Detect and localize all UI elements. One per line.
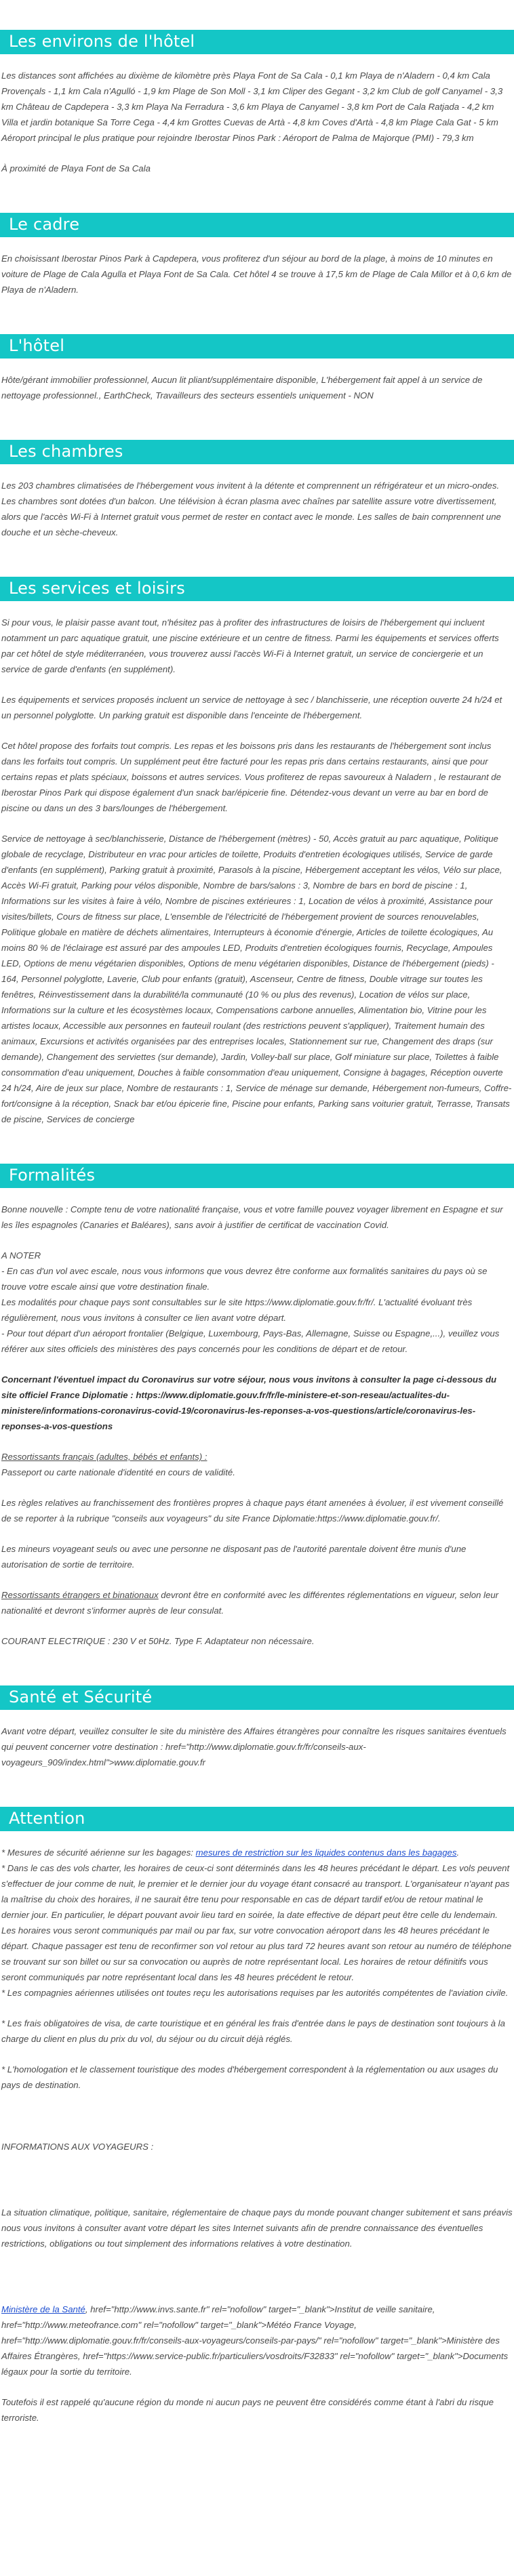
spacer [1, 2108, 513, 2139]
section-formalites [0, 1164, 514, 1649]
formalites-ressort-fr-title-text: Ressortissants français (adultes, bébés et enfants) : [1, 1452, 207, 1462]
formalites-covid-text: Concernant l'éventuel impact du Coronavirus sur votre séjour, nous vous invitons à consulter la page ci-dessous du site officiel France Diplomatie : https://www.diplomatie.gouv.fr/fr/le-ministere-et-son-reseau/actualites-du-ministere/informations-coronavirus-covid-19/coronavirus-les-reponses-a-vos-questions/article/coronavirus-les-reponses-a-vos-questions [1, 1374, 497, 1431]
services-liste: Service de nettoyage à sec/blanchisserie, Distance de l'hébergement (mètres) - 50, Accès gratuit au parc aquatique, Politique globale de recyclage, Distributeur en vrac pour articles de toilette, Produits d'entretien écologiques utilisés, Service de garde d'enfants (en supplément), Parking gratuit à proximité, Parasols à la piscine, Hébergement acceptant les vélos, Vélo sur place, Accès Wi-Fi gratuit, Parking pour vélos disponible, Nombre de bars/salons : 3, Nombre de bars en bord de piscine : 1, Informations sur les visites à faire à vélo, Nombre de piscines extérieures : 1, Location de vélos à proximité, Assistance pour visites/billets, Cours de fitness sur place, L'ensemble de l'électricité de l'hébergement provient de sources renouvelables, Politique globale en matière de déchets alimentaires, Interrupteurs à économie d'énergie, Articles de toilette écologiques, Au moins 80 % de l'éclairage est assuré par des ampoules LED, Produits d'entretien écologiques fournis, Recyclage, Ampoules LED, Options de menu végétarien disponibles, Options de menu végétarien disponibles, Distance de l'hébergement (pieds) - 164, Personnel polyglotte, Laverie, Club pour enfants (gratuit), Ascenseur, Centre de fitness, Double vitrage sur toutes les fenêtres, Réinvestissement dans la durabilité/la communauté (10 % ou plus des revenus), Location de vélos sur place, Informations sur la culture et les écosystèmes locaux, Compensations carbone annuelles, Alimentation bio, Vitrine pour les artistes locaux, Accessible aux personnes en fauteuil roulant (des restrictions peuvent s'appliquer), Traitement humain des animaux, Excursions et activités organisées par des entreprises locales, Stationnement sur rue, Changement des draps (sur demande), Changement des serviettes (sur demande), Jardin, Volley-ball sur place, Golf miniature sur place, Toilettes à faible consommation d'eau uniquement, Douches à faible consommation d'eau uniquement, Consigne à bagages, Réception ouverte 24 h/24, Aire de jeux sur place, Nombre de restaurants : 1, Service de ménage sur demande, Hébergement non-fumeurs, Coffre-fort/consigne à la réception, Snack bar et/ou épicerie fine, Piscine pour enfants, Parking sans voiturier gratuit, Terrasse, Transats de piscine, Services de concierge [1, 834, 512, 1124]
formalites-bonne-nouvelle: Bonne nouvelle : Compte tenu de votre nationalité française, vous et votre famille pouvez voyager librement en Espagne et sur les îles espagnoles (Canaries et Baléares), sans avoir à justifier de certificat de vaccination Covid. [1, 1204, 503, 1230]
section-attention [0, 1807, 514, 2426]
formalites-nota-modalites: Les modalités pour chaque pays sont consultables sur le site https://www.diplomatie.gouv.fr/fr/. L'actualité évoluant très régulièrement, nous vous invitons à consulter ce lien avant votre départ. [1, 1297, 473, 1323]
formalites-ressort-fr-title [1, 1449, 513, 1465]
services-equipements: Les équipements et services proposés incluent un service de nettoyage à sec / blanchisserie, une réception ouverte 24 h/24 et un personnel polyglotte. Un parking gratuit est disponible dans l'enceinte de l'hébergement. [1, 695, 502, 720]
section-cadre [0, 213, 514, 298]
formalites-ressort-etr [1, 1587, 513, 1618]
environs-proximite: À proximité de Playa Font de Sa Cala [1, 163, 151, 173]
section-body-attention [0, 1845, 514, 2426]
attention-bagages-pre: * Mesures de sécurité aérienne sur les bagages: [1, 1847, 196, 1858]
formalites-ressort-fr: Passeport ou carte nationale d'identité en cours de validité. [1, 1467, 235, 1477]
section-sante [0, 1685, 514, 1770]
section-hotel [0, 334, 514, 403]
section-title-chambres: Les chambres [0, 440, 514, 464]
chambres-text: Les 203 chambres climatisées de l'hébergement vous invitent à la détente et comprennent un réfrigérateur et un micro-ondes. Les chambres sont dotées d'un balcon. Une télévision à écran plasma avec chaînes par satellite assure votre divertissement, alors que l'accès Wi-Fi à Internet gratuit vous permet de rester en contact avec le monde. Les salles de bain comprennent une douche et un sèche-cheveux. [1, 481, 501, 537]
attention-info-title: INFORMATIONS AUX VOYAGEURS : [1, 2142, 154, 2152]
section-body-formalites [0, 1202, 514, 1649]
formalites-covid [1, 1372, 513, 1434]
sante-text: Avant votre départ, veuillez consulter le site du ministère des Affaires étrangères pour connaître les risques sanitaires éventuels qui peuvent concerner votre destination : href="http://www.diplomatie.gouv.fr/fr/conseils-aux-voyageurs_909/index.html">www.diplomatie.gouv.fr [1, 1726, 507, 1767]
attention-liens [1, 2302, 513, 2379]
services-forfaits: Cet hôtel propose des forfaits tout compris. Les repas et les boissons pris dans les restaurants de l'hébergement sont inclus dans les forfaits tout compris. Un supplément peut être facturé pour les repas pris dans certains restaurants, ainsi que pour certains repas et plats spéciaux, boissons et autres services. Vous profiterez de repas savoureux à Naladern , le restaurant de Iberostar Pinos Park qui dispose également d'un snack bar/épicerie fine. Détendez-vous devant un verre au bar en bord de piscine ou dans un des 3 bars/lounges de l'hébergement. [1, 741, 501, 813]
section-body-chambres [0, 478, 514, 540]
spacer [1, 2251, 513, 2302]
attention-bagages-post: . [456, 1847, 460, 1858]
attention-charter: * Dans le cas des vols charter, les horaires de ceux-ci sont déterminés dans les 48 heures précédant le départ. Les vols peuvent s'effectuer de jour comme de nuit, le premier et le dernier jour du voyage étant consacré au transport. L'organisateur n'ayant pas la maîtrise du choix des horaires, il ne saurait être tenu pour responsable en cas de départ tardif et/ou de retour matinal le dernier jour. En particulier, le départ pouvant avoir lieu tard en soirée, la date effective de départ peut être celle du lendemain. Les horaires vous seront communiqués par mail ou par fax, sur votre convocation aéroport dans les 48 heures précédant le départ. Chaque passager est tenu de reconfirmer son vol retour au plus tard 72 heures avant son retour au numéro de téléphone se trouvant sur son billet ou sur sa convocation ou auprès de notre représentant local. Les horaires de retour définitifs vous seront communiqués par notre représentant local dans les 48 heures précédent le retour. [1, 1863, 512, 1982]
section-title-sante: Santé et Sécurité [0, 1685, 514, 1710]
section-title-environs: Les environs de l'hôtel [0, 30, 514, 54]
ministere-sante-link[interactable]: Ministère de la Santé [1, 2304, 85, 2314]
attention-situation-1: La situation climatique, politique, sanitaire, réglementaire de chaque pays du monde pouvant changer subitement et sans préavis [1, 2207, 513, 2217]
section-environs [0, 30, 514, 176]
section-body-services [0, 615, 514, 1127]
formalites-ressort-etr-title: Ressortissants étrangers et binationaux [1, 1590, 159, 1600]
services-intro: Si pour vous, le plaisir passe avant tout, n'hésitez pas à profiter des infrastructures de loisirs de l'hébergement qui incluent notamment un parc aquatique gratuit, une piscine extérieure et un centre de fitness. Parmi les équipements et services offerts par cet hôtel de style méditerranéen, vous trouverez aussi l'accès Wi-Fi à Internet gratuit, un service de conciergerie et un service de garde d'enfants (en supplément). [1, 617, 499, 674]
attention-bagages [1, 1845, 513, 1860]
section-body-hotel [0, 372, 514, 403]
formalites-ressort-etr-text: devront être en conformité avec les différentes réglementations en vigueur, selon leur nationalité et devront s'informer auprès de leur consulat. [1, 1590, 499, 1616]
section-title-formalites: Formalités [0, 1164, 514, 1188]
section-body-sante [0, 1723, 514, 1770]
spacer [1, 2154, 513, 2205]
attention-frais: * Les frais obligatoires de visa, de carte touristique et en général les frais d'entrée dans le pays de destination sont toujours à la charge du client en plus du prix du vol, du séjour ou du circuit déjà réglés. [1, 2018, 505, 2044]
section-body-environs [0, 68, 514, 176]
cadre-text: En choisissant Iberostar Pinos Park à Capdepera, vous profiterez d'un séjour au bord de la plage, à moins de 10 minutes en voiture de Plage de Cala Agulla et Playa Font de Sa Cala. Cet hôtel 4 se trouve à 17,5 km de Plage de Cala Millor et à 0,6 km de Playa de n'Aladern. [1, 253, 512, 295]
formalites-courant: COURANT ELECTRIQUE : 230 V et 50Hz. Type F. Adaptateur non nécessaire. [1, 1636, 315, 1646]
attention-liens-text: , href="http://www.invs.sante.fr" rel="nofollow" target="_blank">Institut de veille sanitaire, href="http://www.meteofrance.com" rel="nofollow" target="_blank">Météo France Voyage, href="http://www.diplomatie.gouv.fr/fr/conseils-aux-voyageurs/conseils-par-pays/" rel="nofollow" target="_blank">Ministère des Affaires Étrangères, href="https://www.service-public.fr/particuliers/vosdroits/F32833" rel="nofollow" target="_blank">Documents légaux pour la sortie du territoire. [1, 2304, 509, 2377]
hotel-text: Hôte/gérant immobilier professionnel, Aucun lit pliant/supplémentaire disponible, L'hébergement fait appel à un service de nettoyage professionnel., EarthCheck, Travailleurs des secteurs essentiels uniquement - NON [1, 375, 483, 401]
section-chambres [0, 440, 514, 540]
section-title-attention: Attention [0, 1807, 514, 1831]
attention-situation-2: nous vous invitons à consulter avant votre départ les sites Internet suivants afin de prendre connaissance des éventuelles restrictions, obligations ou tout simplement des informations relatives à votre destination. [1, 2223, 483, 2249]
hotel-info-page [0, 30, 514, 2476]
environs-distances: Les distances sont affichées au dixième de kilomètre près Playa Font de Sa Cala - 0,1 km Playa de n'Aladern - 0,4 km Cala Provençals - 1,1 km Cala n'Agulló - 1,9 km Plage de Son Moll - 3,1 km Cliper des Gegant - 3,2 km Club de golf Canyamel - 3,3 km Château de Capdepera - 3,3 km Playa Na Ferradura - 3,6 km Playa de Canyamel - 3,8 km Port de Cala Ratjada - 4,2 km Villa et jardin botanique Sa Torre Cega - 4,4 km Grottes Cuevas de Artà - 4,8 km Coves d'Artà - 4,8 km Plage Cala Gat - 5 km Aéroport principal le plus pratique pour rejoindre Iberostar Pinos Park : Aéroport de Palma de Majorque (PMI) - 79,3 km [1, 70, 503, 143]
formalites-nota-title: A NOTER [1, 1250, 41, 1261]
formalites-nota-escale: - En cas d'un vol avec escale, nous vous informons que vous devrez être conforme aux formalités sanitaires du pays où se trouve votre escale ainsi que votre destination finale. [1, 1266, 488, 1292]
formalites-mineurs: Les mineurs voyageant seuls ou avec une personne ne disposant pas de l'autorité parentale doivent être munis d'une autorisation de sortie de territoire. [1, 1544, 467, 1570]
liquides-restriction-link[interactable]: mesures de restriction sur les liquides contenus dans les bagages [195, 1847, 457, 1858]
section-title-services: Les services et loisirs [0, 577, 514, 601]
attention-terrorisme: Toutefois il est rappelé qu'aucune région du monde ni aucun pays ne peuvent être considérés comme étant à l'abri du risque terroriste. [1, 2397, 494, 2423]
section-services [0, 577, 514, 1127]
formalites-nota-frontalier: - Pour tout départ d'un aéroport frontalier (Belgique, Luxembourg, Pays-Bas, Allemagne, Suisse ou Espagne,...), veuillez vous référer aux sites officiels des ministères des pays concernés pour les conditions de départ et de retour. [1, 1328, 500, 1354]
section-title-hotel: L'hôtel [0, 334, 514, 359]
section-title-cadre: Le cadre [0, 213, 514, 237]
formalites-regles: Les règles relatives au franchissement des frontières propres à chaque pays étant amenées à évoluer, il est vivement conseillé de se reporter à la rubrique "conseils aux voyageurs" du site France Diplomatie:https://www.diplomatie.gouv.fr/. [1, 1498, 504, 1524]
attention-homologation: * L'homologation et le classement touristique des modes d'hébergement correspondent à la réglementation ou aux usages du pays de destination. [1, 2064, 498, 2090]
section-body-cadre [0, 251, 514, 298]
attention-compagnies: * Les compagnies aériennes utilisées ont toutes reçu les autorisations requises par les autorités compétentes de l'aviation civile. [1, 1988, 509, 1998]
